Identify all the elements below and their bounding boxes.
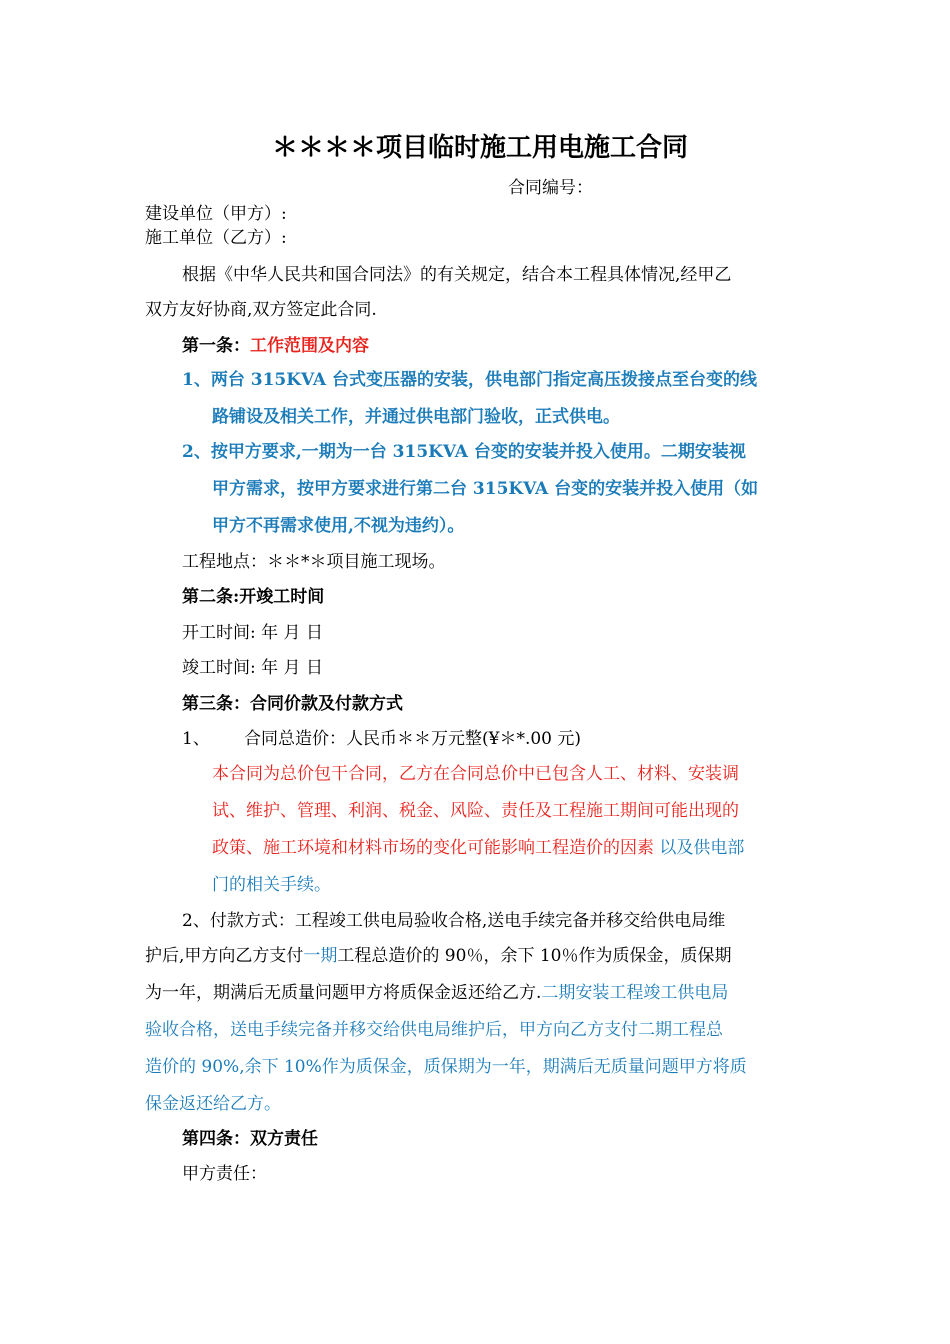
lump-sum-clause-line-4: 门的相关手续。: [212, 875, 331, 895]
article-1-title: 工作范围及内容: [250, 336, 369, 356]
scope-item-2-line-2: 甲方需求，按甲方要求进行第二台 315KVA 台变的安装并投入使用（如: [212, 479, 759, 499]
scope-item-1-line-1: 1、两台 315KVA 台式变压器的安装，供电部门指定高压拨接点至台变的线: [182, 370, 757, 390]
end-date: 竣工时间: 年 月 日: [182, 658, 323, 678]
payment-line-2-part-c: 工程总造价的 90％，余下 10％作为质保金，质保期: [337, 946, 732, 966]
lump-sum-clause-blue-part: 以及供电部: [654, 838, 745, 858]
scope-item-1-line-2: 路铺设及相关工作，并通过供电部门验收，正式供电。: [212, 407, 620, 427]
payment-line-3: [145, 981, 728, 1005]
scope-item-2-line-3: 甲方不再需求使用,不视为违约）。: [212, 516, 465, 536]
article-1-label: 第一条：: [182, 336, 250, 356]
lump-sum-clause-line-3: [212, 836, 744, 860]
lump-sum-clause-red-part: 政策、施工环境和材料市场的变化可能影响工程造价的因素: [212, 838, 654, 858]
payment-line-2: [145, 944, 731, 968]
payment-line-2-part-a: 护后,甲方向乙方支付: [145, 946, 304, 966]
contract-price: 合同总造价：人民币＊＊万元整(¥＊*.00 元): [244, 729, 582, 749]
article-3-heading: 第三条：合同价款及付款方式: [182, 694, 403, 714]
payment-line-6: 保金返还给乙方。: [145, 1094, 281, 1114]
party-a-duty-label: 甲方责任：: [182, 1164, 267, 1184]
scope-item-2-line-1: 2、按甲方要求,一期为一台 315KVA 台变的安装并投入使用。二期安装视: [182, 442, 746, 462]
article-4-heading: 第四条：双方责任: [182, 1129, 318, 1149]
payment-phase-1: 一期: [303, 946, 338, 966]
party-a-label: 建设单位（甲方）:: [145, 204, 287, 224]
article-2-heading: 第二条:开竣工时间: [182, 587, 325, 607]
project-location: 工程地点：＊＊*＊项目施工现场。: [182, 552, 446, 572]
contract-price-number: 1、: [182, 729, 210, 749]
payment-line-5: 造价的 90%,余下 10%作为质保金，质保期为一年，期满后无质量问题甲方将质: [145, 1057, 747, 1077]
party-b-label: 施工单位（乙方）:: [145, 228, 287, 248]
payment-line-4: 验收合格，送电手续完备并移交给供电局维护后，甲方向乙方支付二期工程总: [145, 1020, 723, 1040]
payment-line-1: 2、付款方式：工程竣工供电局验收合格,送电手续完备并移交给供电局维: [182, 911, 726, 931]
intro-line-1: 根据《中华人民共和国合同法》的有关规定，结合本工程具体情况,经甲乙: [182, 265, 732, 285]
payment-line-3-part-b: 二期安装工程竣工供电局: [541, 983, 729, 1003]
intro-line-2: 双方友好协商,双方签定此合同.: [145, 300, 377, 320]
lump-sum-clause-line-2: 试、维护、管理、利润、税金、风险、责任及工程施工期间可能出现的: [212, 801, 739, 821]
start-date: 开工时间: 年 月 日: [182, 623, 323, 643]
contract-number-label: 合同编号：: [508, 178, 593, 198]
payment-line-3-part-a: 为一年，期满后无质量问题甲方将质保金返还给乙方.: [145, 983, 542, 1003]
lump-sum-clause-line-1: 本合同为总价包干合同，乙方在合同总价中已包含人工、材料、安装调: [212, 764, 739, 784]
article-1-heading: [182, 334, 369, 358]
document-title: ＊＊＊＊项目临时施工用电施工合同: [272, 133, 689, 163]
